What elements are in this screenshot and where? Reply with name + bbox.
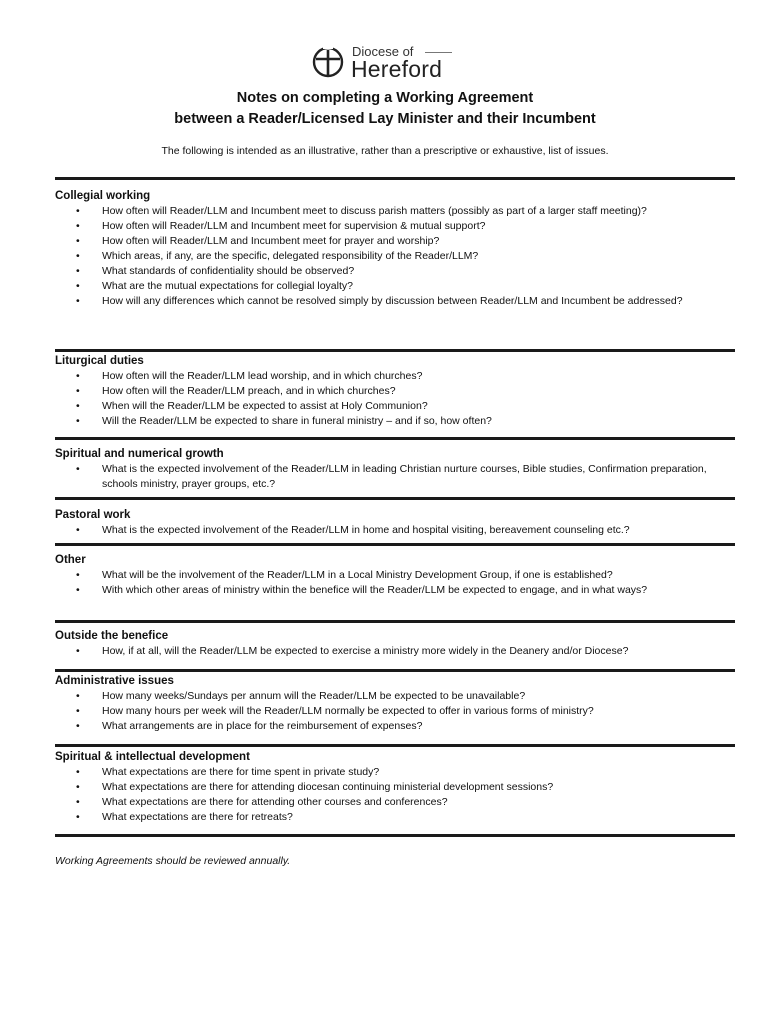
- list-item: • What is the expected involvement of the Reader/LLM in leading Christian nurture courses, Bible studies, Confirmation preparation, schools ministry, prayer groups, etc.?: [76, 463, 707, 490]
- list-item: • What are the mutual expectations for collegial loyalty?: [76, 280, 353, 292]
- bullet-list: [55, 523, 735, 538]
- list-item: • How many weeks/Sundays per annum will the Reader/LLM be expected to be unavailable?: [76, 690, 526, 702]
- section-heading: Spiritual & intellectual development: [55, 751, 250, 763]
- section-administrative-issues: [55, 674, 735, 734]
- list-item: • How, if at all, will the Reader/LLM be expected to exercise a ministry more widely in the Deanery and/or Diocese?: [76, 645, 629, 657]
- list-item: • With which other areas of ministry within the benefice will the Reader/LLM be expected to engage, and in what ways?: [76, 584, 648, 596]
- logo-rule: [425, 52, 452, 53]
- intro-text: The following is intended as an illustrative, rather than a prescriptive or exhaustive, list of issues.: [161, 145, 609, 157]
- list-item: • What will be the involvement of the Reader/LLM in a Local Ministry Development Group, if one is established?: [76, 569, 613, 581]
- section-divider: [55, 349, 735, 352]
- section-outside-benefice: [55, 629, 735, 659]
- bullet-icon: •: [76, 370, 80, 382]
- bullet-icon: •: [76, 205, 80, 217]
- bullet-icon: •: [76, 720, 80, 732]
- section-divider: [55, 834, 735, 837]
- bullet-list: [55, 689, 735, 734]
- list-item: • What arrangements are in place for the reimbursement of expenses?: [76, 720, 423, 732]
- section-heading: Collegial working: [55, 190, 151, 202]
- list-item: • What expectations are there for retreats?: [76, 811, 293, 823]
- section-divider: [55, 437, 735, 440]
- list-item: • What expectations are there for attending other courses and conferences?: [76, 796, 448, 808]
- bullet-list: [55, 765, 735, 825]
- list-item: • How many hours per week will the Reader/LLM normally be expected to offer in various forms of ministry?: [76, 705, 594, 717]
- logo-small-text: Diocese of: [352, 44, 414, 59]
- document-title-line-2: between a Reader/Licensed Lay Minister and their Incumbent: [174, 111, 596, 127]
- diocese-logo: [312, 44, 462, 82]
- document-title-line-1: Notes on completing a Working Agreement: [236, 90, 534, 106]
- section-heading: Liturgical duties: [55, 355, 144, 367]
- bullet-icon: •: [76, 295, 80, 307]
- list-item: • How often will the Reader/LLM lead worship, and in which churches?: [76, 370, 423, 382]
- list-item: • How often will Reader/LLM and Incumbent meet to discuss parish matters (possibly as part of a larger staff meeting)?: [76, 205, 647, 217]
- section-pastoral-work: [55, 508, 735, 538]
- bullet-icon: •: [76, 524, 80, 536]
- bullet-list: [55, 644, 735, 659]
- list-item: • What expectations are there for time spent in private study?: [76, 766, 380, 778]
- section-heading: Administrative issues: [55, 675, 174, 687]
- bullet-icon: •: [76, 280, 80, 292]
- section-collegial-working: [55, 189, 735, 309]
- bullet-icon: •: [76, 220, 80, 232]
- footer-note: Working Agreements should be reviewed annually.: [55, 855, 291, 867]
- bullet-icon: •: [76, 463, 80, 475]
- bullet-icon: •: [76, 584, 80, 596]
- list-item: • How often will Reader/LLM and Incumbent meet for prayer and worship?: [76, 235, 440, 247]
- section-liturgical-duties: [55, 354, 735, 429]
- section-heading: Spiritual and numerical growth: [55, 448, 224, 460]
- list-item: • What standards of confidentiality should be observed?: [76, 265, 355, 277]
- bullet-icon: •: [76, 705, 80, 717]
- section-divider: [55, 177, 735, 180]
- bullet-list: [55, 369, 735, 429]
- list-item: • When will the Reader/LLM be expected to assist at Holy Communion?: [76, 400, 428, 412]
- section-other: [55, 553, 735, 598]
- bullet-icon: •: [76, 400, 80, 412]
- bullet-icon: •: [76, 796, 80, 808]
- section-spiritual-intellectual-development: [55, 750, 735, 825]
- bullet-list: [55, 568, 735, 598]
- list-item: • How often will the Reader/LLM preach, and in which churches?: [76, 385, 396, 397]
- list-item: • How often will Reader/LLM and Incumbent meet for supervision & mutual support?: [76, 220, 486, 232]
- section-divider: [55, 669, 735, 672]
- bullet-icon: •: [76, 781, 80, 793]
- bullet-icon: •: [76, 265, 80, 277]
- list-item: • What is the expected involvement of the Reader/LLM in home and hospital visiting, bereavement counseling etc.?: [76, 524, 630, 536]
- section-divider: [55, 744, 735, 747]
- bullet-icon: •: [76, 766, 80, 778]
- bullet-icon: •: [76, 811, 80, 823]
- bullet-icon: •: [76, 569, 80, 581]
- section-divider: [55, 620, 735, 623]
- cross-in-circle-icon: [312, 46, 344, 78]
- logo-large-text: Hereford: [351, 56, 443, 82]
- bullet-icon: •: [76, 690, 80, 702]
- list-item: • Will the Reader/LLM be expected to share in funeral ministry – and if so, how often?: [76, 415, 492, 427]
- bullet-list: [55, 204, 735, 309]
- list-item: • Which areas, if any, are the specific, delegated responsibility of the Reader/LLM?: [76, 250, 479, 262]
- section-spiritual-numerical-growth: [55, 447, 735, 492]
- list-item: • What expectations are there for attending diocesan continuing ministerial development sessions?: [76, 781, 554, 793]
- section-heading: Outside the benefice: [55, 630, 169, 642]
- bullet-icon: •: [76, 415, 80, 427]
- bullet-icon: •: [76, 235, 80, 247]
- section-divider: [55, 497, 735, 500]
- list-item: • How will any differences which cannot be resolved simply by discussion between Reader/LLM and Incumbent be addressed?: [76, 295, 683, 307]
- bullet-icon: •: [76, 250, 80, 262]
- section-heading: Other: [55, 554, 86, 566]
- bullet-list: [55, 462, 735, 492]
- bullet-icon: •: [76, 645, 80, 657]
- section-divider: [55, 543, 735, 546]
- bullet-icon: •: [76, 385, 80, 397]
- section-heading: Pastoral work: [55, 509, 131, 521]
